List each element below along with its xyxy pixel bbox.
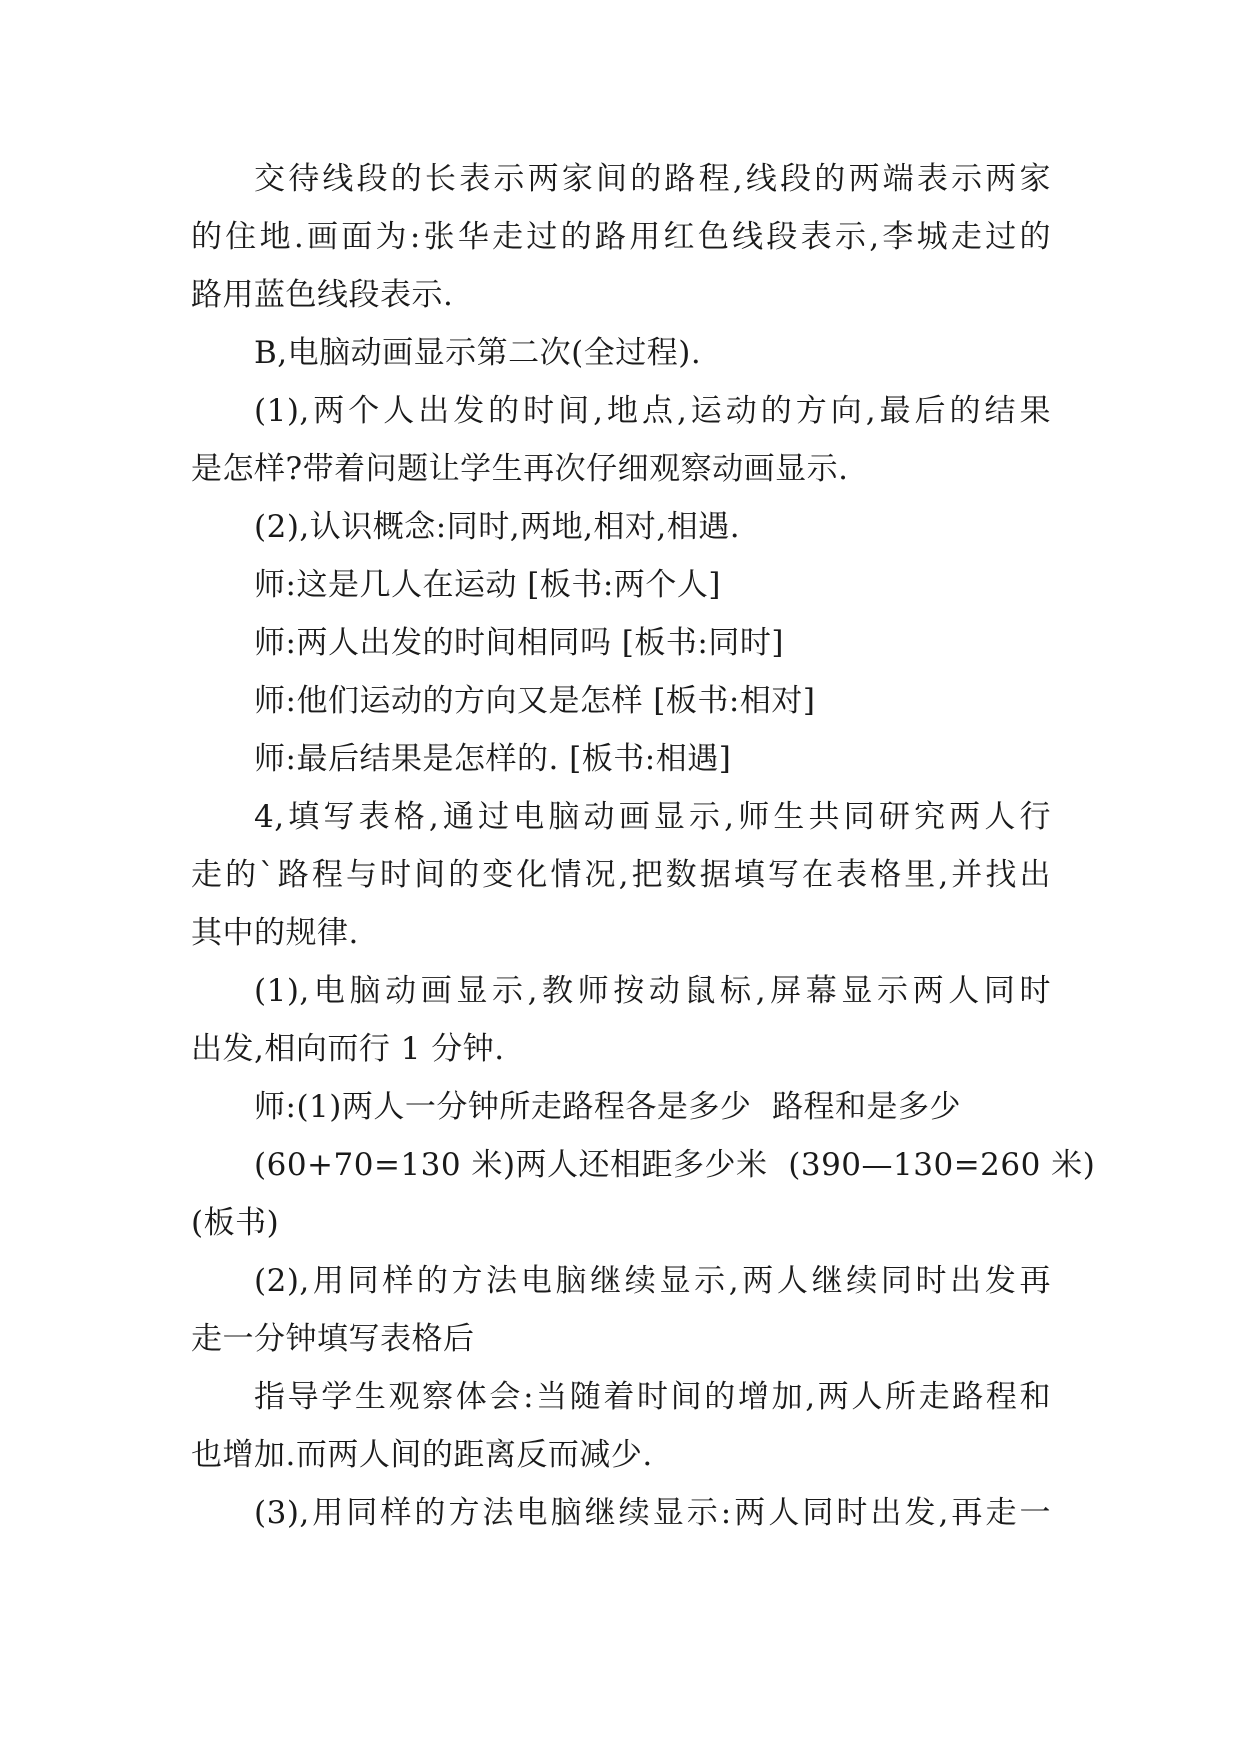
- text-line-21: 走一分钟填写表格后: [191, 1321, 475, 1357]
- text-line-6: 是怎样?带着问题让学生再次仔细观察动画显示.: [191, 451, 849, 487]
- text-line-4: B,电脑动画显示第二次(全过程).: [254, 335, 702, 371]
- text-line-2: 的住地.画面为:张华走过的路用红色线段表示,李城走过的: [191, 219, 1051, 255]
- text-line-17: 师:(1)两人一分钟所走路程各是多少 路程和是多少: [254, 1089, 962, 1125]
- text-line-23: 也增加.而两人间的距离反而减少.: [191, 1437, 653, 1473]
- text-line-20: (2),用同样的方法电脑继续显示,两人继续同时出发再: [254, 1263, 1051, 1299]
- text-line-24: (3),用同样的方法电脑继续显示:两人同时出发,再走一: [254, 1495, 1051, 1531]
- text-line-1: 交待线段的长表示两家间的路程,线段的两端表示两家: [254, 161, 1051, 197]
- text-line-5: (1),两个人出发的时间,地点,运动的方向,最后的结果: [254, 393, 1051, 429]
- text-line-12: 4,填写表格,通过电脑动画显示,师生共同研究两人行: [254, 799, 1051, 835]
- text-line-11: 师:最后结果是怎样的. [板书:相遇]: [254, 741, 732, 777]
- text-line-10: 师:他们运动的方向又是怎样 [板书:相对]: [254, 683, 816, 719]
- text-line-13: 走的`路程与时间的变化情况,把数据填写在表格里,并找出: [191, 857, 1051, 893]
- text-line-19: (板书): [191, 1205, 280, 1241]
- text-line-18: (60+70=130 米)两人还相距多少米 (390—130=260 米): [254, 1147, 1096, 1183]
- text-line-9: 师:两人出发的时间相同吗 [板书:同时]: [254, 625, 784, 661]
- text-line-3: 路用蓝色线段表示.: [191, 277, 454, 313]
- text-line-22: 指导学生观察体会:当随着时间的增加,两人所走路程和: [254, 1379, 1051, 1415]
- text-line-7: (2),认识概念:同时,两地,相对,相遇.: [254, 509, 741, 545]
- text-line-8: 师:这是几人在运动 [板书:两个人]: [254, 567, 721, 603]
- text-line-16: 出发,相向而行 1 分钟.: [191, 1031, 505, 1067]
- text-line-14: 其中的规律.: [191, 915, 359, 951]
- text-line-15: (1),电脑动画显示,教师按动鼠标,屏幕显示两人同时: [254, 973, 1051, 1009]
